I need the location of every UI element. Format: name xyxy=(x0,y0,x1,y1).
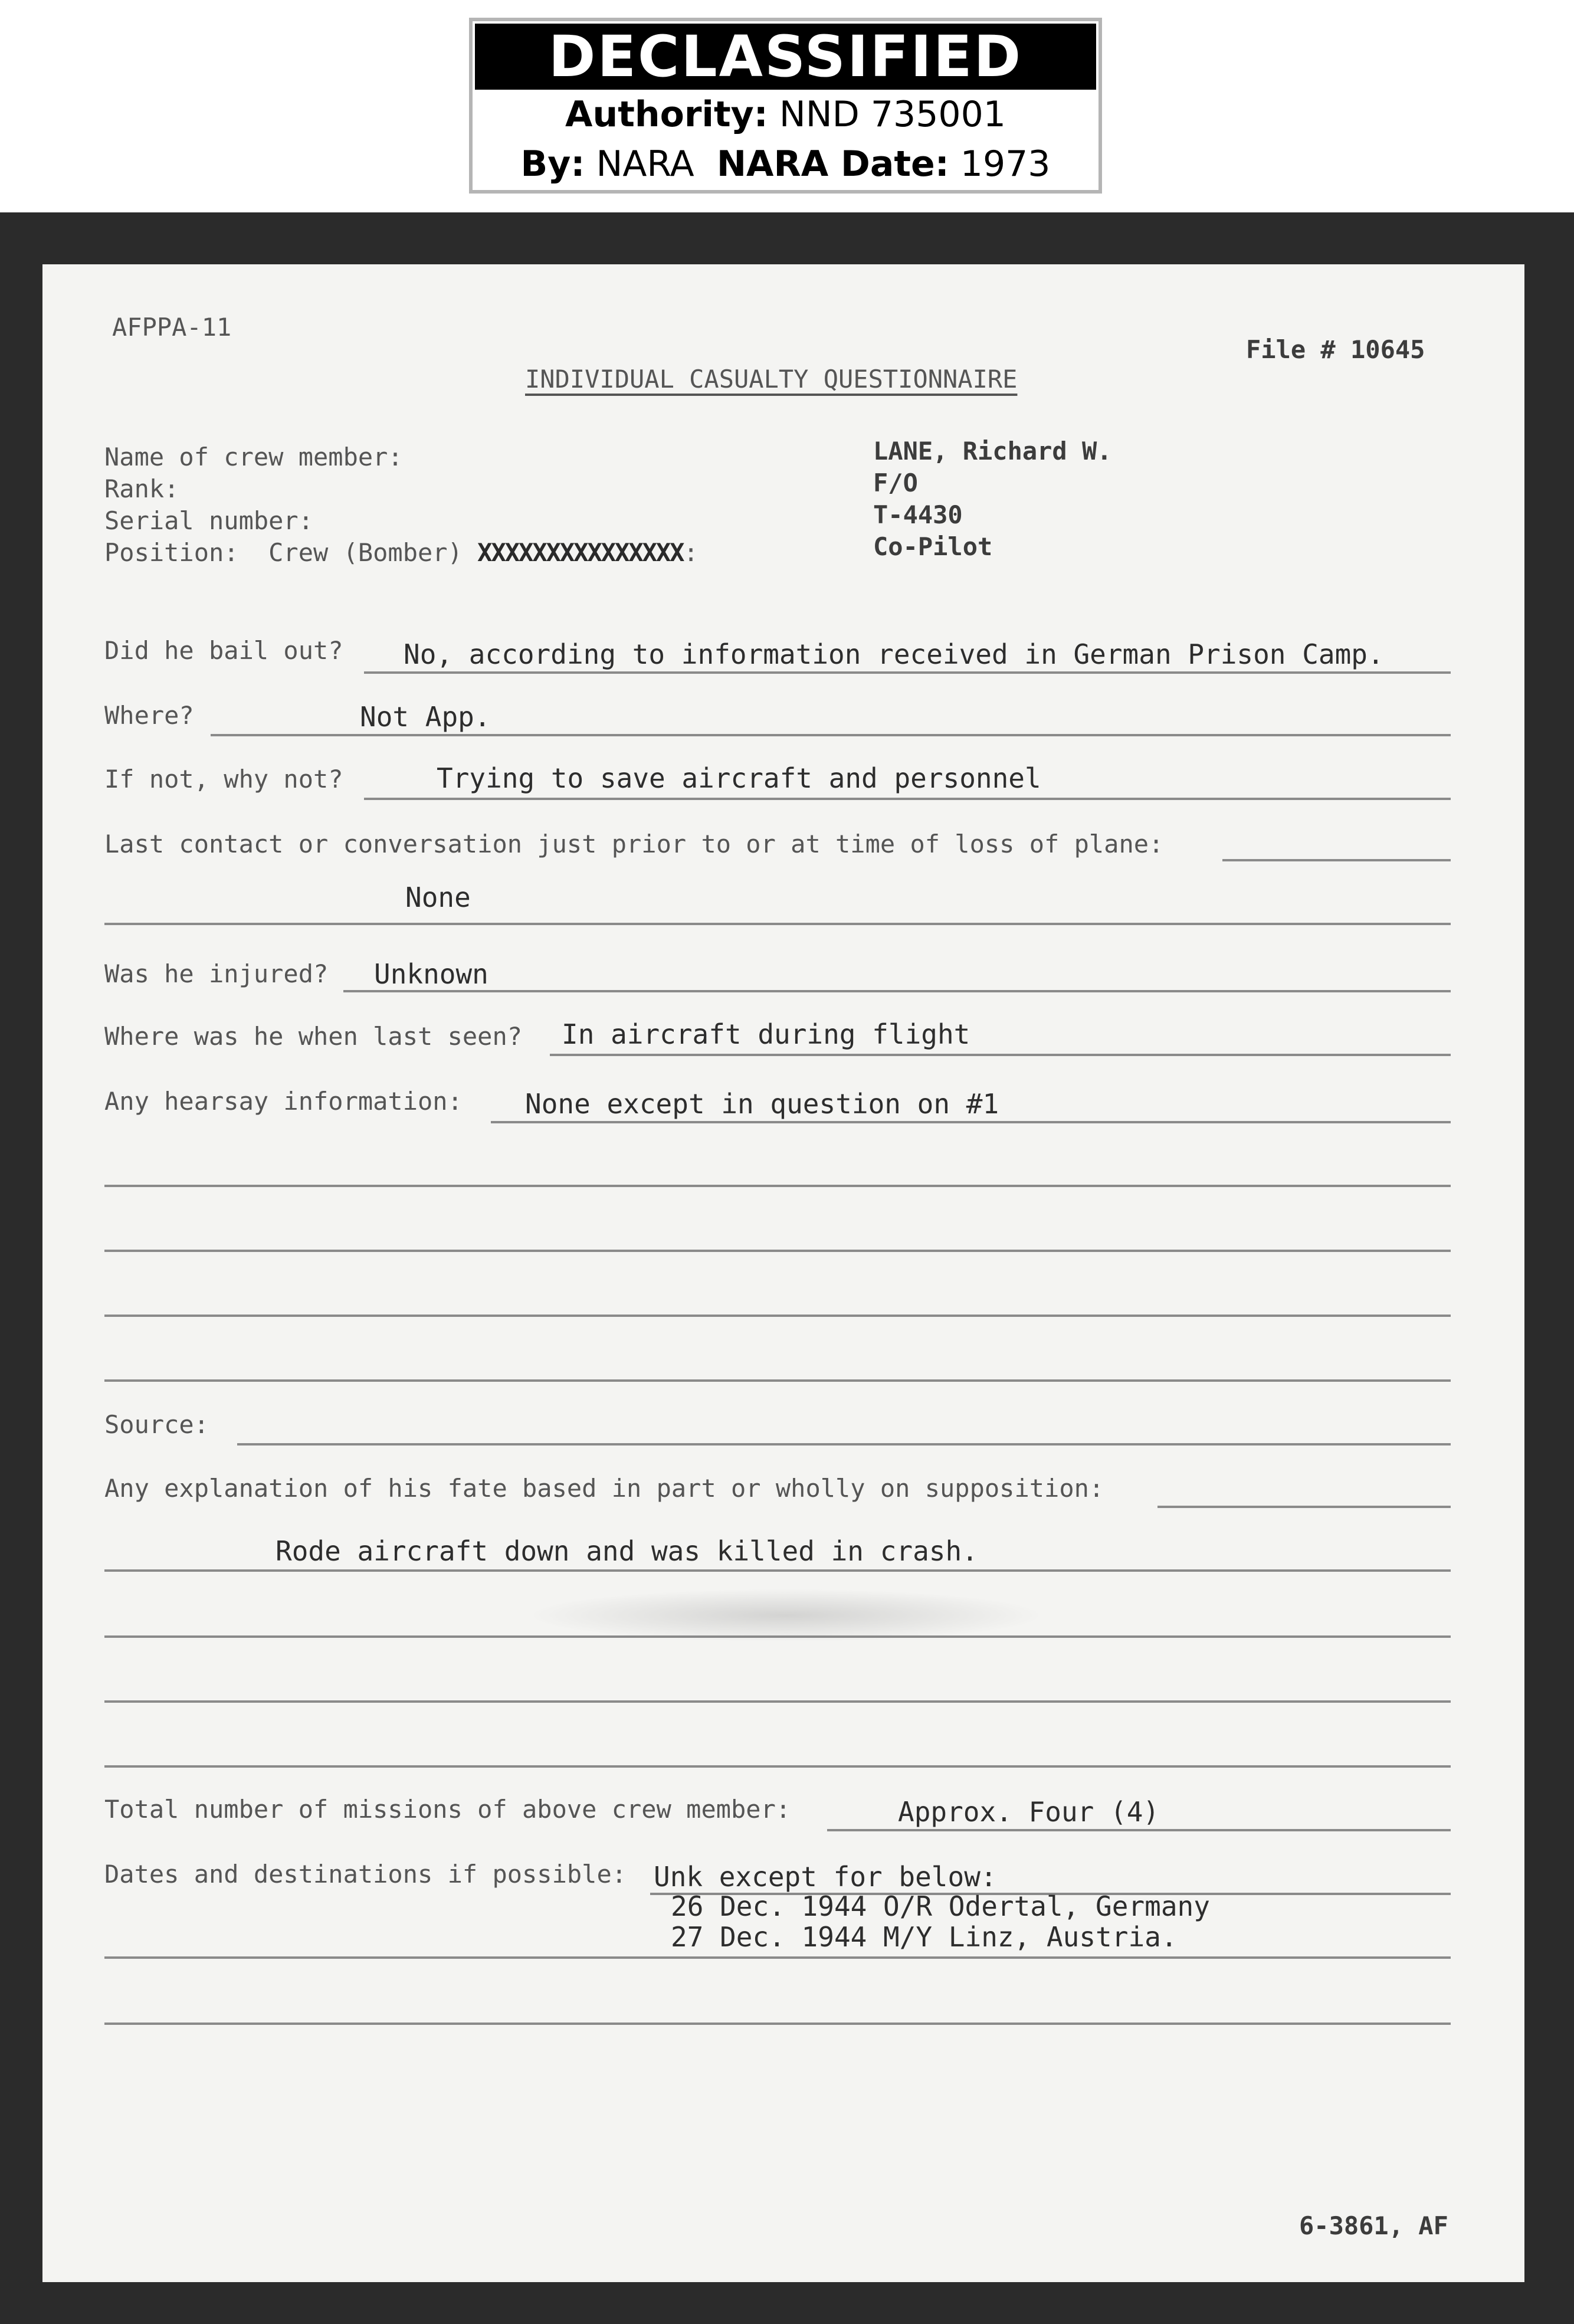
missions-value: Approx. Four (4) xyxy=(898,1796,1160,1828)
missions-rule xyxy=(827,1829,1451,1831)
crew-serial-label: Serial number: xyxy=(104,506,314,535)
hearsay-label: Any hearsay information: xyxy=(104,1087,463,1116)
crew-position-value: Co-Pilot xyxy=(873,532,993,561)
lastseen-label: Where was he when last seen? xyxy=(104,1022,523,1051)
questionnaire-form xyxy=(42,264,1524,2282)
blank-rule-3 xyxy=(104,1315,1451,1317)
injured-rule xyxy=(343,990,1451,992)
crew-position-text: Position: Crew (Bomber) xyxy=(104,538,463,567)
bleed-through-mark xyxy=(526,1589,1045,1642)
blank-rule-6 xyxy=(104,1700,1451,1703)
stamp-authority xyxy=(473,90,1098,139)
bail-label: Did he bail out? xyxy=(104,636,343,665)
stamp-by-label: By: xyxy=(520,143,585,185)
source-label: Source: xyxy=(104,1410,209,1439)
injured-value: Unknown xyxy=(374,958,488,990)
crew-name-label: Name of crew member: xyxy=(104,442,403,471)
explanation-value: Rode aircraft down and was killed in crash. xyxy=(276,1535,978,1567)
lastcontact-value: None xyxy=(405,881,471,913)
where-rule xyxy=(211,734,1451,736)
scanned-page xyxy=(0,212,1574,2324)
bail-value: No, according to information received in German Prison Camp. xyxy=(404,638,1384,670)
crew-serial-value: T-4430 xyxy=(873,500,963,529)
blank-rule-9 xyxy=(104,2023,1451,2025)
lastcontact-label: Last contact or conversation just prior to or at time of loss of plane: xyxy=(104,830,1164,858)
blank-rule-4 xyxy=(104,1379,1451,1382)
whynot-label: If not, why not? xyxy=(104,765,343,794)
dates-label: Dates and destinations if possible: xyxy=(104,1860,627,1889)
crew-name-value: LANE, Richard W. xyxy=(873,437,1112,466)
blank-rule-2 xyxy=(104,1250,1451,1252)
explanation-label: Any explanation of his fate based in part or wholly on supposition: xyxy=(104,1474,1104,1503)
source-rule xyxy=(237,1443,1451,1445)
file-number: File # 10645 xyxy=(1246,335,1425,364)
explanation-rule-2 xyxy=(104,1569,1451,1572)
where-label: Where? xyxy=(104,701,194,730)
lastcontact-rule-1 xyxy=(1222,859,1451,861)
injured-label: Was he injured? xyxy=(104,959,329,988)
stamp-by xyxy=(473,139,1098,189)
stamp-title: DECLASSIFIED xyxy=(475,24,1096,90)
hearsay-rule xyxy=(491,1121,1451,1123)
blank-rule-7 xyxy=(104,1765,1451,1768)
lastcontact-rule-2 xyxy=(104,923,1451,925)
footer-code: 6-3861, AF xyxy=(1299,2211,1448,2240)
stamp-date-label: NARA Date: xyxy=(716,143,949,185)
lastseen-value: In aircraft during flight xyxy=(562,1018,970,1050)
dates-line-2: 27 Dec. 1944 M/Y Linz, Austria. xyxy=(671,1921,1178,1953)
where-value: Not App. xyxy=(360,701,491,733)
whynot-value: Trying to save aircraft and personnel xyxy=(437,762,1041,794)
blank-rule-1 xyxy=(104,1185,1451,1187)
struck-out-text: XXXXXXXXXXXXXXX xyxy=(477,538,684,567)
crew-position-label xyxy=(104,538,699,568)
bail-rule xyxy=(364,671,1451,674)
crew-rank-label: Rank: xyxy=(104,474,179,503)
stamp-by-value: NARA xyxy=(596,143,694,185)
missions-label: Total number of missions of above crew member: xyxy=(104,1795,791,1824)
dates-line-1: 26 Dec. 1944 O/R Odertal, Germany xyxy=(671,1890,1210,1922)
form-title: INDIVIDUAL CASUALTY QUESTIONNAIRE xyxy=(525,365,1018,394)
stamp-authority-value: NND 735001 xyxy=(779,94,1006,135)
stamp-authority-label: Authority: xyxy=(565,94,768,135)
declassified-stamp xyxy=(469,18,1102,194)
blank-rule-5 xyxy=(104,1635,1451,1638)
hearsay-value: None except in question on #1 xyxy=(525,1088,999,1120)
whynot-rule xyxy=(364,798,1451,800)
stamp-date-value: 1973 xyxy=(960,143,1051,185)
lastseen-rule xyxy=(550,1054,1451,1056)
position-colon: : xyxy=(683,538,699,567)
crew-rank-value: F/O xyxy=(873,468,918,497)
dates-value: Unk except for below: xyxy=(654,1861,997,1893)
blank-rule-8 xyxy=(104,1956,1451,1959)
explanation-rule-1 xyxy=(1157,1506,1451,1508)
form-id: AFPPA-11 xyxy=(112,313,232,342)
